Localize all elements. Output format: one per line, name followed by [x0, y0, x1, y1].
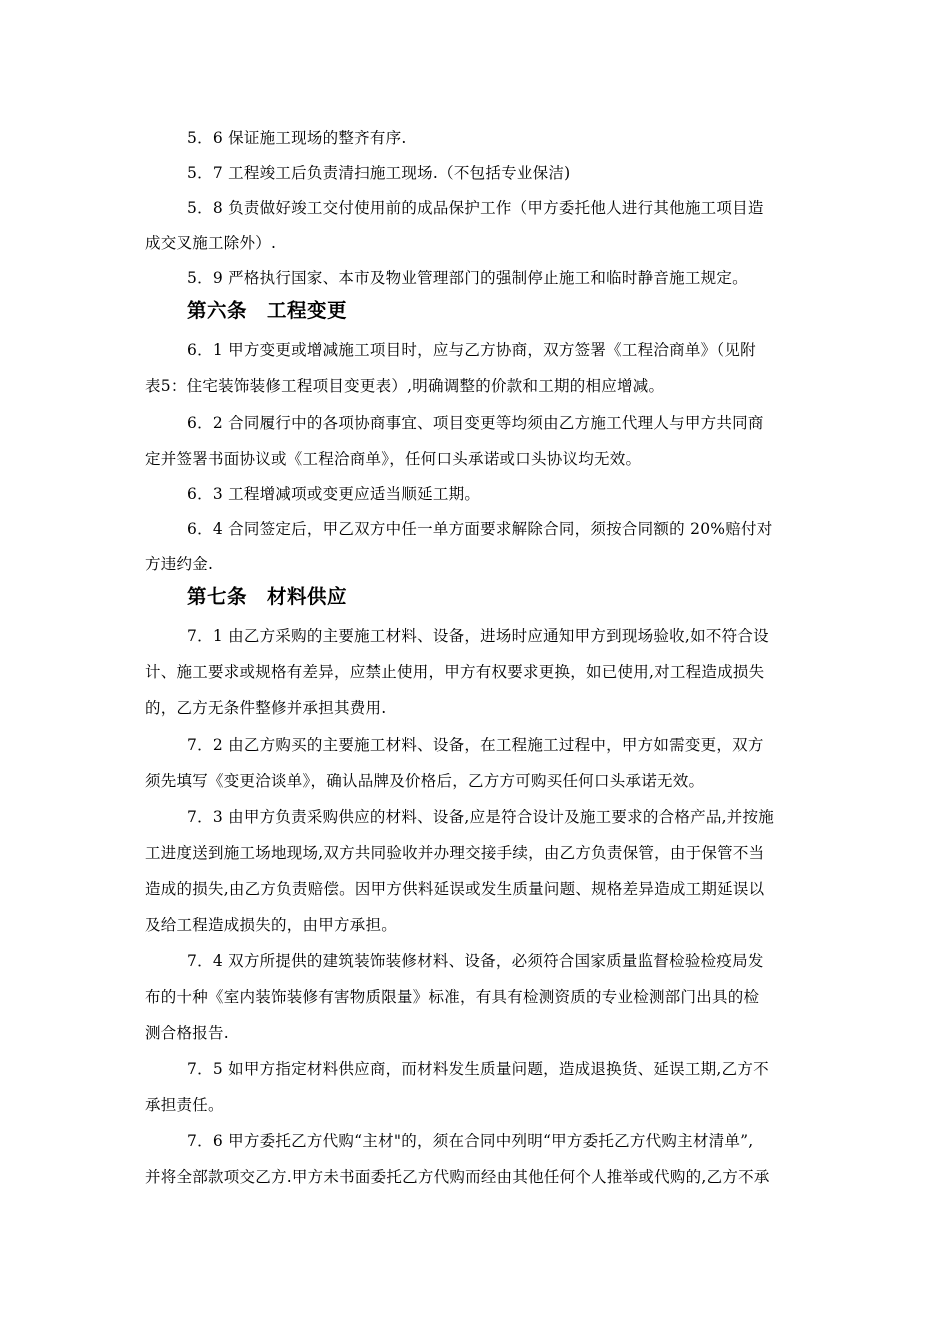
clause-6-4-cont: 方违约金. [145, 555, 214, 573]
clause-6-3: 6．3 工程增减项或变更应适当顺延工期。 [187, 485, 481, 503]
clause-7-1: 7．1 由乙方采购的主要施工材料、设备，进场时应通知甲方到现场验收,如不符合设 [187, 627, 769, 645]
clause-7-6: 7．6 甲方委托乙方代购“主材"的，须在合同中列明“甲方委托乙方代购主材清单”, [187, 1132, 754, 1150]
article-6-heading: 第六条 工程变更 [187, 299, 348, 322]
clause-7-2: 7．2 由乙方购买的主要施工材料、设备，在工程施工过程中，甲方如需变更，双方 [187, 736, 764, 754]
article-7-heading: 第七条 材料供应 [187, 585, 348, 608]
clause-6-1: 6．1 甲方变更或增减施工项目时，应与乙方协商，双方签署《工程洽商单》（见附 [187, 341, 756, 359]
clause-6-2: 6．2 合同履行中的各项协商事宜、项目变更等均须由乙方施工代理人与甲方共同商 [187, 414, 764, 432]
clause-7-1-cont-1: 计、施工要求或规格有差异，应禁止使用，甲方有权要求更换，如已使用,对工程造成损失 [145, 663, 765, 681]
clause-7-5-cont: 承担责任。 [145, 1096, 224, 1114]
clause-6-2-cont: 定并签署书面协议或《工程洽商单》，任何口头承诺或口头协议均无效。 [145, 450, 642, 468]
clause-7-3-cont-1: 工进度送到施工场地现场,双方共同验收并办理交接手续，由乙方负责保管，由于保管不当 [145, 844, 765, 862]
clause-6-1-cont: 表5：住宅装饰装修工程项目变更表）,明确调整的价款和工期的相应增减。 [145, 377, 665, 395]
clause-7-4-cont-2: 测合格报告. [145, 1024, 229, 1042]
clause-5-6: 5．6 保证施工现场的整齐有序. [187, 129, 407, 147]
clause-7-4: 7．4 双方所提供的建筑装饰装修材料、设备，必须符合国家质量监督检验检疫局发 [187, 952, 764, 970]
clause-6-4: 6．4 合同签定后，甲乙双方中任一单方面要求解除合同，须按合同额的 20%赔付对 [187, 520, 773, 538]
clause-7-1-cont-2: 的，乙方无条件整修并承担其费用. [145, 699, 387, 717]
clause-7-2-cont: 须先填写《变更洽谈单》，确认品牌及价格后，乙方方可购买任何口头承诺无效。 [145, 772, 705, 790]
clause-7-3: 7．3 由甲方负责采购供应的材料、设备,应是符合设计及施工要求的合格产品,并按施 [187, 808, 775, 826]
clause-5-8-cont: 成交叉施工除外）. [145, 234, 277, 252]
clause-7-6-cont: 并将全部款项交乙方.甲方未书面委托乙方代购而经由其他任何个人推举或代购的,乙方不承 [145, 1168, 770, 1186]
clause-5-8: 5．8 负责做好竣工交付使用前的成品保护工作（甲方委托他人进行其他施工项目造 [187, 199, 764, 217]
clause-5-9: 5．9 严格执行国家、本市及物业管理部门的强制停止施工和临时静音施工规定。 [187, 269, 748, 287]
clause-7-5: 7．5 如甲方指定材料供应商，而材料发生质量问题，造成退换货、延误工期,乙方不 [187, 1060, 769, 1078]
clause-5-7: 5．7 工程竣工后负责清扫施工现场.（不包括专业保洁) [187, 164, 571, 182]
clause-7-3-cont-2: 造成的损失,由乙方负责赔偿。因甲方供料延误或发生质量问题、规格差异造成工期延误以 [145, 880, 765, 898]
clause-7-3-cont-3: 及给工程造成损失的，由甲方承担。 [145, 916, 398, 934]
clause-7-4-cont-1: 布的十种《室内装饰装修有害物质限量》标准，有具有检测资质的专业检测部门出具的检 [145, 988, 760, 1006]
